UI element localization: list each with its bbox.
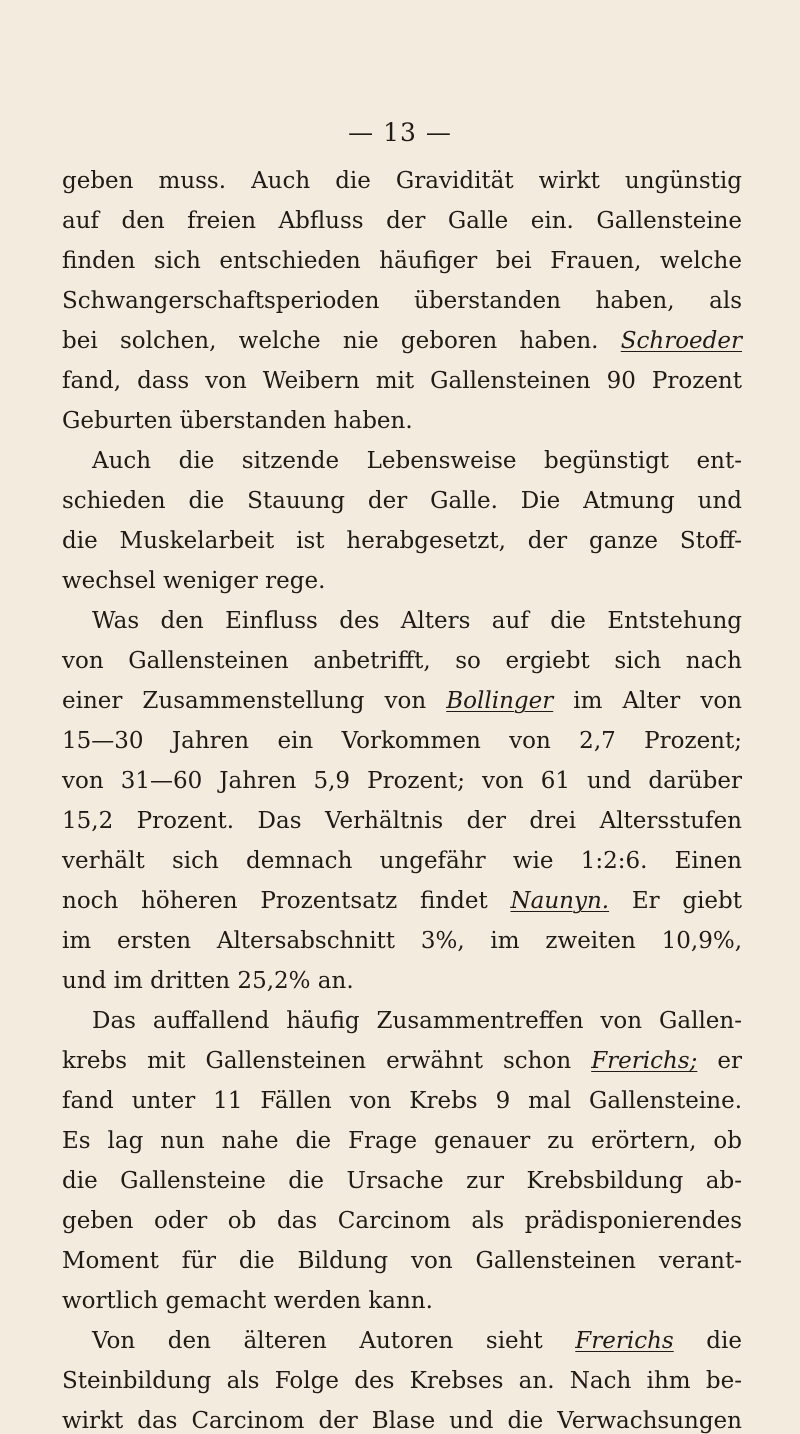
text-line: im ersten Altersabschnitt 3%, im zweiten 10,9%, — [62, 928, 742, 954]
text-line: geben oder ob das Carcinom als prädisponierendes — [62, 1208, 742, 1234]
text-line: auf den freien Abfluss der Galle ein. Gallensteine — [62, 208, 742, 234]
text-line: geben muss. Auch die Gravidität wirkt ungünstig — [62, 168, 742, 194]
author-name: Schroeder — [620, 328, 742, 354]
text-line: einer Zusammenstellung von Bollinger im Alter von — [62, 688, 742, 714]
text-line: Es lag nun nahe die Frage genauer zu erörtern, ob — [62, 1128, 742, 1154]
text-line: finden sich entschieden häufiger bei Frauen, welche — [62, 248, 742, 274]
author-name: Frerichs; — [591, 1048, 698, 1074]
text-line: Schwangerschaftsperioden überstanden haben, als — [62, 288, 742, 314]
author-name: Bollinger — [446, 688, 554, 714]
text-line: schieden die Stauung der Galle. Die Atmung und — [62, 488, 742, 514]
text-line: von 31—60 Jahren 5,9 Prozent; von 61 und darüber — [62, 768, 742, 794]
text-line: Auch die sitzende Lebensweise begünstigt ent- — [92, 448, 742, 474]
text-line: Von den älteren Autoren sieht Frerichs die — [92, 1328, 742, 1354]
text-line: krebs mit Gallensteinen erwähnt schon Frerichs; er — [62, 1048, 743, 1074]
text-line: noch höheren Prozentsatz findet Naunyn. Er giebt — [62, 888, 742, 914]
text-line: Geburten überstanden haben. — [62, 408, 413, 434]
text-line: wirkt das Carcinom der Blase und die Verwachsungen — [62, 1408, 742, 1434]
author-name: Frerichs — [575, 1328, 674, 1354]
text-line: Steinbildung als Folge des Krebses an. Nach ihm be- — [62, 1368, 742, 1394]
text-line: wechsel weniger rege. — [62, 568, 326, 594]
text-line: verhält sich demnach ungefähr wie 1:2:6. Einen — [62, 848, 742, 874]
text-line: und im dritten 25,2% an. — [62, 968, 354, 994]
author-name: Naunyn. — [510, 888, 610, 914]
text-line: 15—30 Jahren ein Vorkommen von 2,7 Prozent; — [62, 728, 742, 754]
text-line: Das auffallend häufig Zusammentreffen von Gallen- — [92, 1008, 742, 1034]
text-line: Was den Einfluss des Alters auf die Entstehung — [92, 608, 742, 634]
text-line: fand, dass von Weibern mit Gallensteinen 90 Prozent — [62, 368, 742, 394]
text-line: die Muskelarbeit ist herabgesetzt, der ganze Stoff- — [62, 528, 742, 554]
text-line: von Gallensteinen anbetrifft, so ergiebt sich nach — [62, 648, 742, 674]
page-number: — 13 — — [348, 118, 452, 147]
text-line: Moment für die Bildung von Gallensteinen verant- — [62, 1248, 742, 1274]
text-line: 15,2 Prozent. Das Verhältnis der drei Altersstufen — [62, 808, 742, 834]
text-line: bei solchen, welche nie geboren haben. Schroeder — [62, 328, 742, 354]
text-line: wortlich gemacht werden kann. — [62, 1288, 433, 1314]
text-line: fand unter 11 Fällen von Krebs 9 mal Gallensteine. — [62, 1088, 742, 1114]
text-line: die Gallensteine die Ursache zur Krebsbildung ab- — [62, 1168, 742, 1194]
